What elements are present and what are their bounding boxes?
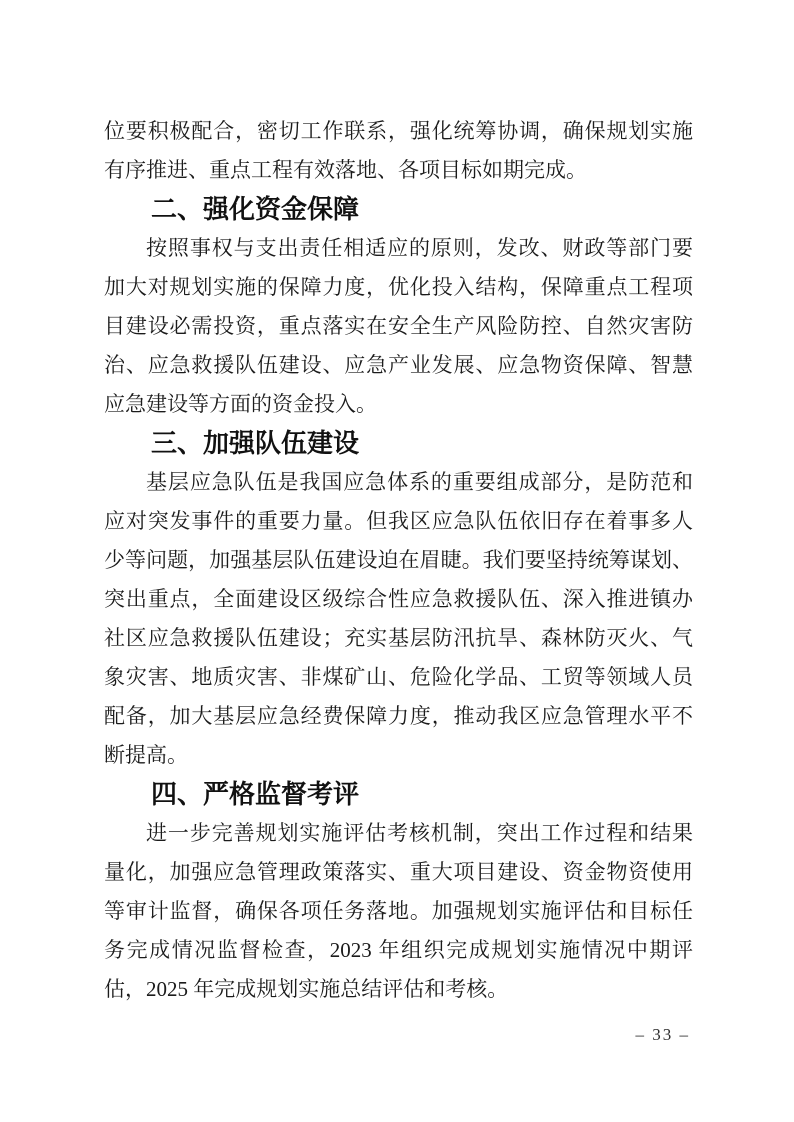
document-body bbox=[104, 112, 693, 1009]
section-heading: 三、加强队伍建设 bbox=[151, 428, 360, 458]
text-line: 量化，加强应急管理政策落实、重大项目建设、资金物资使用 bbox=[104, 860, 693, 884]
text-line: 基层应急队伍是我国应急体系的重要组成部分，是防范和 bbox=[146, 470, 693, 494]
text-line: 治、应急救援队伍建设、应急产业发展、应急物资保障、智慧 bbox=[104, 353, 693, 377]
section-heading: 二、强化资金保障 bbox=[151, 194, 360, 224]
text-line: 少等问题，加强基层队伍建设迫在眉睫。我们要坚持统筹谋划、 bbox=[104, 548, 693, 572]
text-line: 按照事权与支出责任相适应的原则，发改、财政等部门要 bbox=[146, 236, 693, 260]
text-line: 应急建设等方面的资金投入。 bbox=[104, 392, 377, 416]
text-line: 加大对规划实施的保障力度，优化投入结构，保障重点工程项 bbox=[104, 275, 693, 299]
text-line: 配备，加大基层应急经费保障力度，推动我区应急管理水平不 bbox=[104, 704, 693, 728]
text-line: 社区应急救援队伍建设；充实基层防汛抗旱、森林防灭火、气 bbox=[104, 626, 693, 650]
text-line: 等审计监督，确保各项任务落地。加强规划实施评估和目标任 bbox=[104, 899, 693, 923]
text-line: 应对突发事件的重要力量。但我区应急队伍依旧存在着事多人 bbox=[104, 509, 693, 533]
page-number: – 33 – bbox=[635, 1025, 690, 1044]
page-footer bbox=[636, 1023, 691, 1047]
text-line: 位要积极配合，密切工作联系，强化统筹协调，确保规划实施 bbox=[104, 119, 693, 143]
text-line: 务完成情况监督检查，2023 年组织完成规划实施情况中期评 bbox=[104, 938, 693, 962]
text-line: 进一步完善规划实施评估考核机制，突出工作过程和结果 bbox=[146, 821, 693, 845]
section-heading: 四、严格监督考评 bbox=[151, 779, 360, 809]
text-line: 估，2025 年完成规划实施总结评估和考核。 bbox=[104, 977, 509, 1001]
text-line: 象灾害、地质灾害、非煤矿山、危险化学品、工贸等领域人员 bbox=[104, 665, 693, 689]
text-line: 突出重点，全面建设区级综合性应急救援队伍、深入推进镇办 bbox=[104, 587, 693, 611]
text-line: 断提高。 bbox=[104, 743, 188, 767]
text-line: 有序推进、重点工程有效落地、各项目标如期完成。 bbox=[104, 158, 587, 182]
text-line: 目建设必需投资，重点落实在安全生产风险防控、自然灾害防 bbox=[104, 314, 693, 338]
